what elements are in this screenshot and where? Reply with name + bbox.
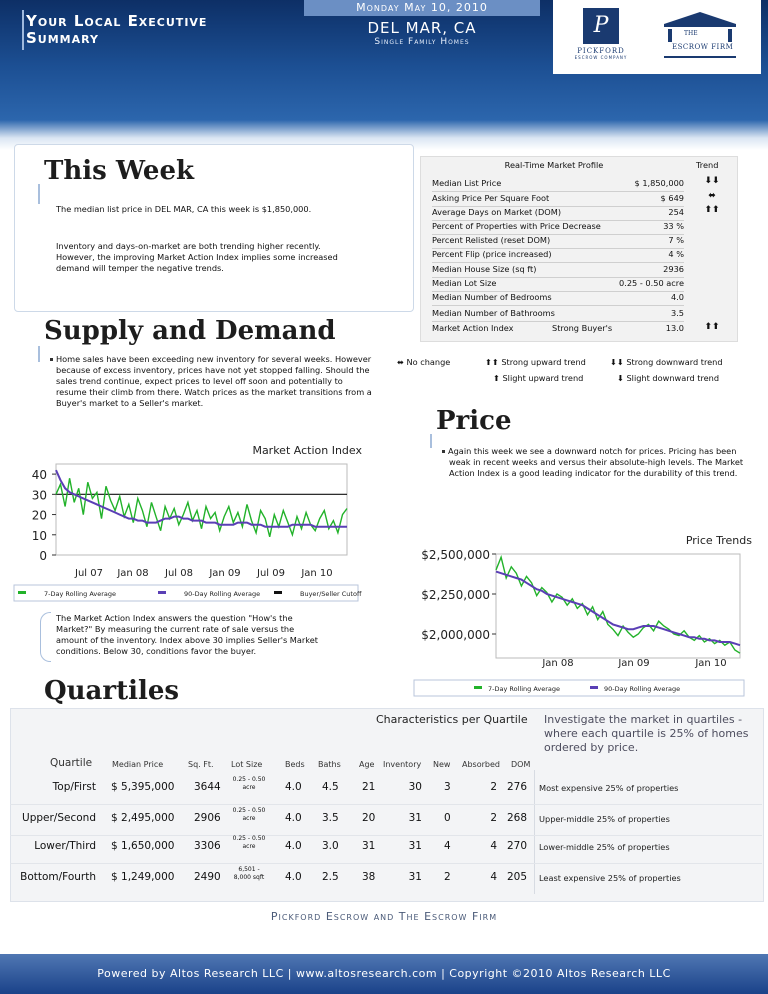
- mai-row-trend-icon: ⬆⬆: [704, 322, 720, 332]
- report-date: Monday May 10, 2010: [304, 0, 540, 16]
- market-profile-row: [432, 207, 684, 221]
- price-y-tick-label: $2,500,000: [421, 548, 490, 562]
- col-new-header: New: [433, 760, 451, 769]
- quartile-description: Upper-middle 25% of properties: [539, 814, 670, 824]
- market-profile-row: [432, 308, 684, 322]
- quartile-baths: 3.0: [322, 840, 339, 852]
- mai-legend-label: 7-Day Rolling Average: [44, 590, 117, 598]
- price-legend-swatch: [590, 686, 598, 689]
- quartile-lot: 0.25 - 0.50 acre: [232, 776, 266, 791]
- quartile-new: 4: [444, 840, 451, 852]
- quartile-inv: 31: [408, 812, 422, 824]
- legend-strong-up-label: Strong upward trend: [501, 357, 586, 367]
- legend-strong-up: [485, 357, 586, 367]
- bullet-icon: [50, 358, 53, 361]
- quartile-description: Lower-middle 25% of properties: [539, 842, 670, 852]
- price-chart-title: Price Trends: [685, 534, 752, 547]
- quartile-price: $ 5,395,000: [111, 781, 175, 793]
- quartile-description: Most expensive 25% of properties: [539, 783, 679, 793]
- mai-explain-bracket: [40, 612, 51, 662]
- pickford-seal-icon: P: [583, 8, 619, 44]
- strong-down-icon: ⬇⬇: [610, 357, 627, 367]
- market-profile-label: Percent Flip (price increased): [432, 249, 552, 259]
- col-baths-header: Baths: [318, 760, 341, 769]
- quartile-dom: 205: [507, 871, 528, 883]
- market-profile-row: [432, 264, 684, 278]
- slight-down-icon: ⬇: [617, 373, 627, 383]
- mai-y-tick-label: 40: [31, 468, 47, 483]
- price-y-tick-label: $2,000,000: [421, 628, 490, 642]
- quartile-abs: 4: [490, 871, 497, 883]
- legend-no-change: [397, 357, 450, 367]
- col-sqft-header: Sq. Ft.: [188, 760, 214, 769]
- quartile-description: Least expensive 25% of properties: [539, 873, 681, 883]
- market-profile-label: Median List Price: [432, 178, 502, 188]
- market-profile-value: 4 %: [668, 249, 684, 259]
- this-week-heading: This Week: [44, 156, 194, 186]
- quartile-beds: 4.0: [285, 871, 302, 883]
- mai-row-label: Market Action Index: [432, 323, 514, 333]
- mai-y-tick-label: 20: [31, 508, 47, 523]
- mai-legend-label: Buyer/Seller Cutoff: [300, 590, 362, 598]
- quartile-inv: 31: [408, 840, 422, 852]
- mai-legend-swatch: [18, 591, 26, 594]
- this-week-bracket: [38, 184, 48, 204]
- quartiles-subtitle: Characteristics per Quartile: [376, 713, 528, 726]
- mai-y-tick-label: 10: [31, 528, 47, 543]
- quartile-beds: 4.0: [285, 840, 302, 852]
- legend-slight-down: [617, 373, 719, 383]
- market-profile-value: 0.25 - 0.50 acre: [619, 278, 684, 288]
- market-profile-value: 2936: [663, 264, 684, 274]
- market-profile-row: [432, 221, 684, 235]
- report-title: [26, 13, 207, 47]
- market-profile-value: 7 %: [668, 235, 684, 245]
- quartile-name: Upper/Second: [22, 812, 96, 824]
- this-week-para2: Inventory and days-on-market are both trending higher recently. However, the improving Market Action Index implies some increased demand will temper the negative trends.: [56, 241, 338, 273]
- quartile-new: 2: [444, 871, 451, 883]
- mai-x-tick-label: Jan 08: [117, 568, 149, 579]
- escrow-firm-temple-icon: [654, 10, 746, 62]
- market-profile-value: 33 %: [663, 221, 684, 231]
- trend-icon: ⬆⬆: [704, 205, 720, 215]
- header-accent-bar: [22, 10, 24, 50]
- legend-strong-down-label: Strong downward trend: [626, 357, 723, 367]
- escrow-firm-logo-top: THE: [684, 30, 698, 37]
- pickford-logo-name: PICKFORD: [577, 47, 625, 55]
- trend-icon: ⬇⬇: [704, 176, 720, 186]
- price-x-tick-label: Jan 09: [618, 658, 650, 669]
- price-x-tick-label: Jan 08: [542, 658, 574, 669]
- supply-demand-bracket: [38, 346, 46, 362]
- price-legend-label: 7-Day Rolling Average: [488, 685, 561, 693]
- market-profile-value: $ 1,850,000: [634, 178, 684, 188]
- quartile-price: $ 1,249,000: [111, 871, 175, 883]
- col-absorbed-header: Absorbed: [462, 760, 500, 769]
- market-profile-value: 4.0: [670, 292, 684, 302]
- pickford-logo-sub: ESCROW COMPANY: [574, 55, 628, 60]
- col-dom-header: DOM: [511, 760, 531, 769]
- quartile-sqft: 2490: [194, 871, 221, 883]
- footer-bar: [0, 954, 768, 994]
- quartile-name: Bottom/Fourth: [20, 871, 96, 883]
- footer-brands: Pickford Escrow and The Escrow Firm: [270, 910, 498, 923]
- price-x-tick-label: Jan 10: [695, 658, 727, 669]
- quartile-row-separator: [10, 863, 762, 864]
- quartile-inv: 30: [408, 781, 422, 793]
- price-legend-label: 90-Day Rolling Average: [604, 685, 681, 693]
- mai-row-status: Strong Buyer's: [552, 323, 613, 333]
- mai-x-tick-label: Jul 07: [75, 568, 103, 579]
- price-legend-box: [414, 680, 744, 696]
- market-profile-row: [432, 278, 684, 292]
- col-lot-size-header: Lot Size: [231, 760, 263, 769]
- quartile-abs: 4: [490, 840, 497, 852]
- market-profile-row: [432, 235, 684, 249]
- quartiles-heading: Quartiles: [44, 676, 180, 706]
- quartile-age: 21: [362, 781, 376, 793]
- price-plot-area: [496, 554, 740, 658]
- mai-y-tick-label: 30: [31, 488, 47, 503]
- quartile-new: 0: [444, 812, 451, 824]
- mai-row-value: 13.0: [665, 323, 684, 333]
- this-week-para1: The median list price in DEL MAR, CA this week is $1,850,000.: [56, 204, 312, 214]
- report-title-line2: Summary: [26, 29, 99, 47]
- market-profile-label: Median House Size (sq ft): [432, 264, 537, 274]
- supply-demand-text: [56, 354, 372, 409]
- quartile-abs: 2: [490, 781, 497, 793]
- quartile-sqft: 3644: [194, 781, 221, 793]
- quartiles-divider: [534, 770, 535, 894]
- quartile-dom: 270: [507, 840, 528, 852]
- quartile-inv: 31: [408, 871, 422, 883]
- market-action-index-row: [432, 323, 684, 336]
- quartile-sqft: 3306: [194, 840, 221, 852]
- market-profile-value: 254: [668, 207, 684, 217]
- quartile-baths: 2.5: [322, 871, 339, 883]
- price-text: [449, 446, 749, 479]
- legend-strong-down: [610, 357, 723, 367]
- mai-x-tick-label: Jul 08: [165, 568, 193, 579]
- legend-no-change-label: No change: [406, 357, 451, 367]
- quartile-lot: 0.25 - 0.50 acre: [232, 807, 266, 822]
- trend-icon: ⬌: [708, 191, 716, 201]
- quartile-lot: 0.25 - 0.50 acre: [232, 835, 266, 850]
- quartile-new: 3: [444, 781, 451, 793]
- market-profile-label: Percent Relisted (reset DOM): [432, 235, 551, 245]
- property-type: Single Family Homes: [374, 37, 470, 47]
- market-profile-value: 3.5: [670, 308, 684, 318]
- bullet-icon: [442, 450, 445, 453]
- quartile-abs: 2: [490, 812, 497, 824]
- market-profile-row: [432, 249, 684, 263]
- price-legend-swatch: [474, 686, 482, 689]
- market-profile-label: Median Lot Size: [432, 278, 497, 288]
- city-name: DEL MAR, CA: [367, 19, 477, 37]
- strong-up-icon: ⬆⬆: [485, 357, 502, 367]
- mai-legend-label: 90-Day Rolling Average: [184, 590, 261, 598]
- mai-explain-text: The Market Action Index answers the question "How's the Market?" By measuring the current rate of sale versus the amount of the inventory. Index above 30 implies Seller's Market conditions. Below 30, conditions favor the buyer.: [56, 613, 318, 656]
- mai-legend-swatch: [158, 591, 166, 594]
- slight-up-icon: ⬆: [493, 373, 503, 383]
- market-profile-label: Asking Price Per Square Foot: [432, 193, 550, 203]
- quartile-row-separator: [10, 804, 762, 805]
- pickford-logo: [571, 8, 631, 64]
- price-heading: Price: [436, 406, 512, 436]
- quartile-age: 38: [362, 871, 376, 883]
- no-change-icon: ⬌: [397, 357, 407, 367]
- footer-copyright: Powered by Altos Research LLC | www.altosresearch.com | Copyright ©2010 Altos Research LLC: [97, 967, 671, 980]
- escrow-firm-logo-name: ESCROW FIRM: [672, 43, 734, 51]
- escrow-firm-logo: [654, 10, 746, 62]
- quartile-baths: 4.5: [322, 781, 339, 793]
- market-profile-label: Average Days on Market (DOM): [432, 207, 562, 217]
- col-inventory-header: Inventory: [383, 760, 422, 769]
- market-profile-trend-header: Trend: [696, 160, 719, 170]
- market-profile-value: $ 649: [660, 193, 684, 203]
- mai-y-tick-label: 0: [39, 549, 47, 563]
- quartile-sqft: 2906: [194, 812, 221, 824]
- market-action-index-chart: [0, 440, 372, 610]
- market-profile-row: [432, 292, 684, 306]
- quartile-baths: 3.5: [322, 812, 339, 824]
- col-age-header: Age: [359, 760, 375, 769]
- report-title-line1: Your Local Executive: [26, 12, 208, 30]
- quartile-beds: 4.0: [285, 781, 302, 793]
- market-profile-label: Median Number of Bathrooms: [432, 308, 555, 318]
- supply-demand-text-body: Home sales have been exceeding new inventory for several weeks. However because of excess inventory, prices have not yet stopped falling. Should the sales trend continue, expect prices to level off soon and potentially to resume their climb from there. Watch prices as the market transitions from a Buyer's market to a Seller's market.: [56, 354, 372, 408]
- quartile-name: Top/First: [52, 781, 96, 793]
- supply-demand-heading: Supply and Demand: [44, 316, 336, 346]
- legend-slight-down-label: Slight downward trend: [626, 373, 720, 383]
- quartile-dom: 276: [507, 781, 528, 793]
- col-beds-header: Beds: [285, 760, 305, 769]
- quartile-age: 31: [362, 840, 376, 852]
- quartile-price: $ 2,495,000: [111, 812, 175, 824]
- market-profile-title: Real-Time Market Profile: [504, 160, 604, 170]
- market-profile-label: Percent of Properties with Price Decrease: [432, 221, 601, 231]
- mai-x-tick-label: Jan 09: [209, 568, 241, 579]
- col-median-price-header: Median Price: [112, 760, 164, 769]
- quartile-dom: 268: [507, 812, 528, 824]
- quartile-lot: 6,501 - 8,000 sqft: [233, 866, 265, 881]
- mai-legend-swatch: [274, 591, 282, 594]
- mai-chart-title: Market Action Index: [252, 444, 362, 457]
- quartile-beds: 4.0: [285, 812, 302, 824]
- market-profile-label: Median Number of Bedrooms: [432, 292, 552, 302]
- quartile-row-separator: [10, 835, 762, 836]
- price-bracket: [430, 434, 438, 448]
- quartile-age: 20: [362, 812, 376, 824]
- market-profile-row: [432, 193, 684, 207]
- price-text-body: Again this week we see a downward notch for prices. Pricing has been weak in recent weeks and versus their absolute-high levels. The Market Action Index is a good leading indicator for the durability of this trend.: [448, 446, 744, 478]
- legend-slight-up: [493, 373, 583, 383]
- quartiles-intro: Investigate the market in quartiles - where each quartile is 25% of homes ordered by price.: [544, 713, 749, 754]
- legend-slight-up-label: Slight upward trend: [502, 373, 584, 383]
- quartile-price: $ 1,650,000: [111, 840, 175, 852]
- price-y-tick-label: $2,250,000: [421, 588, 490, 602]
- quartile-name: Lower/Third: [34, 840, 96, 852]
- price-trends-chart: [410, 530, 768, 700]
- market-profile-row: [432, 178, 684, 192]
- mai-x-tick-label: Jan 10: [301, 568, 333, 579]
- col-quartile-header: Quartile: [50, 757, 93, 769]
- mai-x-tick-label: Jul 09: [257, 568, 285, 579]
